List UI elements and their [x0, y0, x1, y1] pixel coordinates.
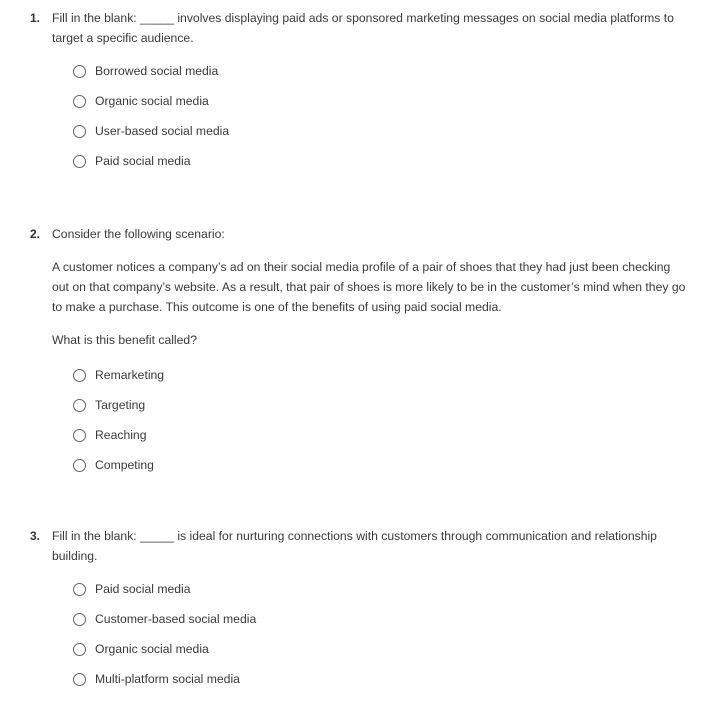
option-label: Organic social media	[95, 94, 209, 108]
question-text: Fill in the blank: _____ is ideal for nurturing connections with customers through communication and relationship building.	[52, 529, 657, 563]
question-prompt: What is this benefit called?	[52, 333, 197, 347]
option-organic-social-media[interactable]	[73, 634, 690, 664]
radio-button-icon[interactable]	[73, 125, 86, 138]
option-paid-social-media[interactable]	[73, 146, 690, 176]
option-paid-social-media[interactable]	[73, 574, 690, 604]
question-number: 1.	[30, 11, 41, 25]
radio-button-icon[interactable]	[73, 369, 86, 382]
option-borrowed-social-media[interactable]	[73, 56, 690, 86]
option-remarketing[interactable]	[73, 360, 690, 390]
radio-button-icon[interactable]	[73, 459, 86, 472]
option-label: Reaching	[95, 428, 147, 442]
question-1	[30, 8, 690, 176]
radio-button-icon[interactable]	[73, 95, 86, 108]
question-number: 2.	[30, 227, 41, 241]
question-text: Fill in the blank: _____ involves displaying paid ads or sponsored marketing messages on social media platforms to target a specific audience.	[52, 11, 674, 45]
option-organic-social-media[interactable]	[73, 86, 690, 116]
question-3	[30, 526, 690, 694]
option-multi-platform-social-media[interactable]	[73, 664, 690, 694]
option-user-based-social-media[interactable]	[73, 116, 690, 146]
radio-button-icon[interactable]	[73, 65, 86, 78]
options-list	[73, 574, 690, 694]
option-label: Borrowed social media	[95, 64, 219, 78]
option-label: Multi-platform social media	[95, 672, 240, 686]
radio-button-icon[interactable]	[73, 643, 86, 656]
option-label: Remarketing	[95, 368, 165, 382]
question-2	[30, 224, 690, 480]
radio-button-icon[interactable]	[73, 613, 86, 626]
scenario-text: A customer notices a company’s ad on their social media profile of a pair of shoes that they had just been checking out on that company’s website. As a result, that pair of shoes is more likely to be in the customer’s mind when they go to make a purchase. This outcome is one of the benefits of using paid social media.	[52, 260, 686, 314]
options-list	[73, 56, 690, 176]
option-label: Customer-based social media	[95, 612, 257, 626]
question-text: Consider the following scenario:	[52, 227, 225, 241]
option-label: Targeting	[95, 398, 146, 412]
option-label: User-based social media	[95, 124, 230, 138]
option-reaching[interactable]	[73, 420, 690, 450]
option-targeting[interactable]	[73, 390, 690, 420]
radio-button-icon[interactable]	[73, 155, 86, 168]
radio-button-icon[interactable]	[73, 673, 86, 686]
option-label: Competing	[95, 458, 154, 472]
option-customer-based-social-media[interactable]	[73, 604, 690, 634]
radio-button-icon[interactable]	[73, 583, 86, 596]
option-label: Paid social media	[95, 154, 191, 168]
radio-button-icon[interactable]	[73, 429, 86, 442]
question-number: 3.	[30, 529, 41, 543]
option-competing[interactable]	[73, 450, 690, 480]
option-label: Organic social media	[95, 642, 209, 656]
options-list	[73, 360, 690, 480]
radio-button-icon[interactable]	[73, 399, 86, 412]
option-label: Paid social media	[95, 582, 191, 596]
